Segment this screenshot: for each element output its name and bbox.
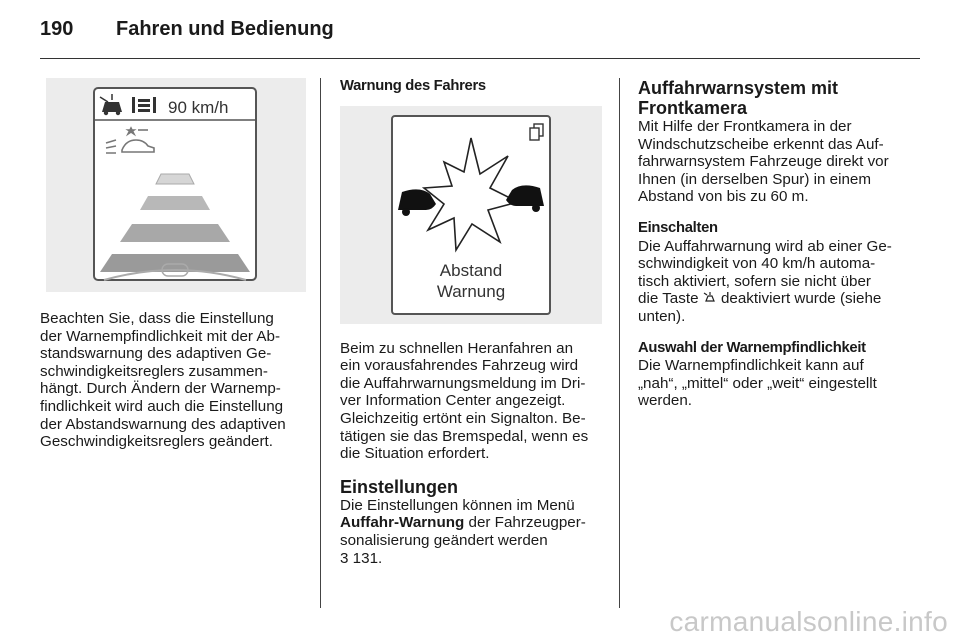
display-text-line2: Warnung xyxy=(436,281,506,301)
display-speed: 90 km/h xyxy=(168,98,229,117)
column-divider-2 xyxy=(619,78,620,608)
intro-paragraph: Mit Hilfe der Frontkamera in der Windschutzscheibe erkennt das Auf- fahrwarnsystem Fahrzeuge direkt vor Ihnen (in derselben Spur) in einem Abstand von bis zu 60 m. xyxy=(638,118,889,206)
auswahl-paragraph: Die Warnempfindlichkeit kann auf „nah“, „mittel“ oder „weit“ eingestellt werden. xyxy=(638,357,877,410)
display-text-line1: Abstand xyxy=(439,260,503,280)
settings-paragraph: Die Einstellungen können im Menü Auffahr-Warnung der Fahrzeugper- sonalisierung geändert werden 3 131. xyxy=(340,496,586,567)
reference-arrow-icon: 3 xyxy=(340,549,349,567)
page-reference: 131. xyxy=(348,549,383,567)
section-heading: Warnung des Fahrers xyxy=(340,78,486,94)
auswahl-heading: Auswahl der Warnempfindlichkeit xyxy=(638,339,866,356)
paragraph: Beim zu schnellen Heranfahren an ein vorausfahrendes Fahrzeug wird die Auffahrwarnungsmeldung im Dri- ver Information Center angezeigt. Gleichzeitig ertönt ein Signalton. Be- tätigen sie das Bremspedal, wenn es die Situation erfordert. xyxy=(340,339,589,463)
column-middle xyxy=(340,78,606,567)
column-divider-1 xyxy=(320,78,321,608)
fcw-button-icon xyxy=(703,292,717,304)
page-header xyxy=(40,18,920,59)
chapter-title: Fahren und Bedienung xyxy=(116,18,334,40)
einschalten-paragraph: Die Auffahrwarnung wird ab einer Ge- schwindigkeit von 40 km/h automa- tisch aktiviert, sofern sie nicht über die Taste deaktiviert wurde (siehe unten). xyxy=(638,237,892,325)
cluster-display-illustration xyxy=(46,78,306,292)
einschalten-heading: Einschalten xyxy=(638,219,718,236)
section-title: Auffahrwarnsystem mit Frontkamera xyxy=(638,78,839,118)
watermark: carmanualsonline.info xyxy=(669,606,948,637)
settings-heading: Einstellungen xyxy=(340,476,459,497)
paragraph: Beachten Sie, dass die Einstellung der Warnempfindlichkeit mit der Ab- standswarnung des adaptiven Ge- schwindigkeitsreglers zusammen- hängt. Durch Ändern der Warnemp- findlichkeit wird auch die Einstellung der Abstandswarnung des adaptiven Geschwindigkeitsreglers geändert. xyxy=(40,310,286,451)
menu-name: Auffahr-Warnung xyxy=(340,514,465,532)
column-right xyxy=(638,78,910,410)
page-number: 190 xyxy=(40,18,74,40)
driver-warning-illustration xyxy=(340,106,602,324)
column-left xyxy=(40,78,306,451)
